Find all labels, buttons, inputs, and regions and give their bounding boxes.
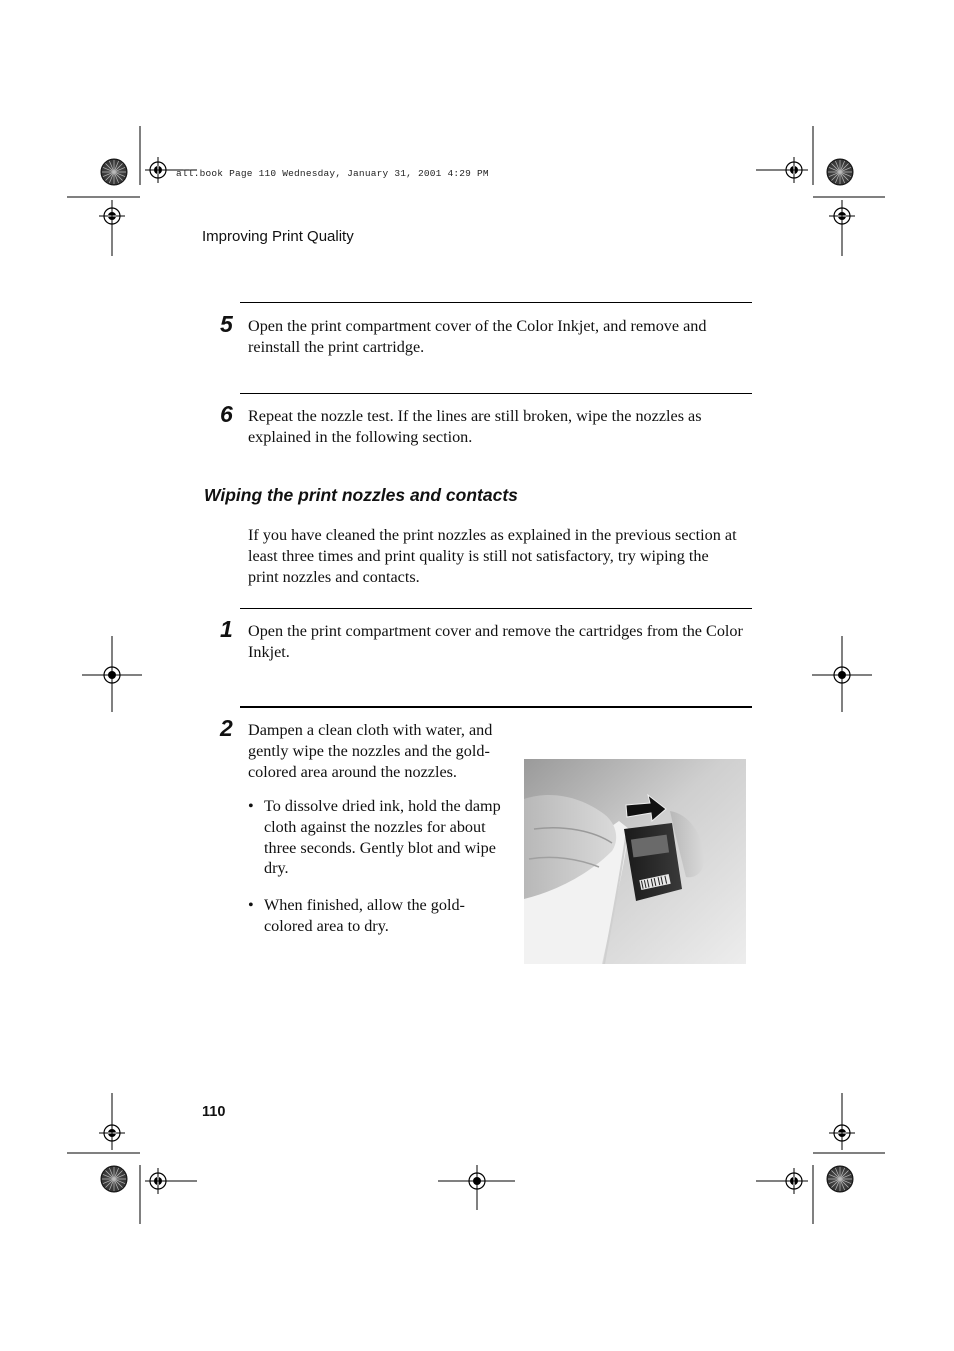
step-text: Open the print compartment cover and remove the cartridges from the Color Inkjet.	[248, 622, 743, 661]
color-registration-dial-icon	[827, 159, 853, 185]
color-registration-dial-icon	[101, 1166, 127, 1192]
bullet-text: To dissolve dried ink, hold the damp cloth against the nozzles for about three seconds. Gently blot and wipe dry.	[264, 797, 501, 878]
section-intro: If you have cleaned the print nozzles as explained in the previous section at least three times and print quality is still not satisfactory, try wiping the print nozzles and contacts.	[248, 526, 737, 586]
step-divider	[240, 393, 752, 394]
step-text: Repeat the nozzle test. If the lines are still broken, wipe the nozzles as explained in the following section.	[248, 407, 702, 446]
print-slug: all.book Page 110 Wednesday, January 31, 2001 4:29 PM	[176, 168, 489, 179]
step-divider	[240, 608, 752, 609]
step-number: 6	[220, 401, 233, 427]
bullet-marker: •	[248, 797, 254, 815]
step-number: 2	[220, 715, 233, 741]
bullet-text: When finished, allow the gold-colored area to dry.	[264, 896, 465, 935]
bullet-marker: •	[248, 896, 254, 914]
page-number: 110	[202, 1104, 226, 1120]
step-number: 1	[220, 616, 233, 642]
step-divider	[240, 302, 752, 303]
step-divider	[240, 706, 752, 708]
step-text: Open the print compartment cover of the Color Inkjet, and remove and reinstall the print cartridge.	[248, 317, 707, 356]
running-header: Improving Print Quality	[202, 228, 354, 245]
color-registration-dial-icon	[101, 159, 127, 185]
step-text: Dampen a clean cloth with water, and gently wipe the nozzles and the gold-colored area around the nozzles.	[248, 721, 493, 781]
cartridge-wiping-photo	[524, 759, 746, 964]
step-number: 5	[220, 311, 233, 337]
section-heading: Wiping the print nozzles and contacts	[204, 485, 518, 505]
color-registration-dial-icon	[827, 1166, 853, 1192]
